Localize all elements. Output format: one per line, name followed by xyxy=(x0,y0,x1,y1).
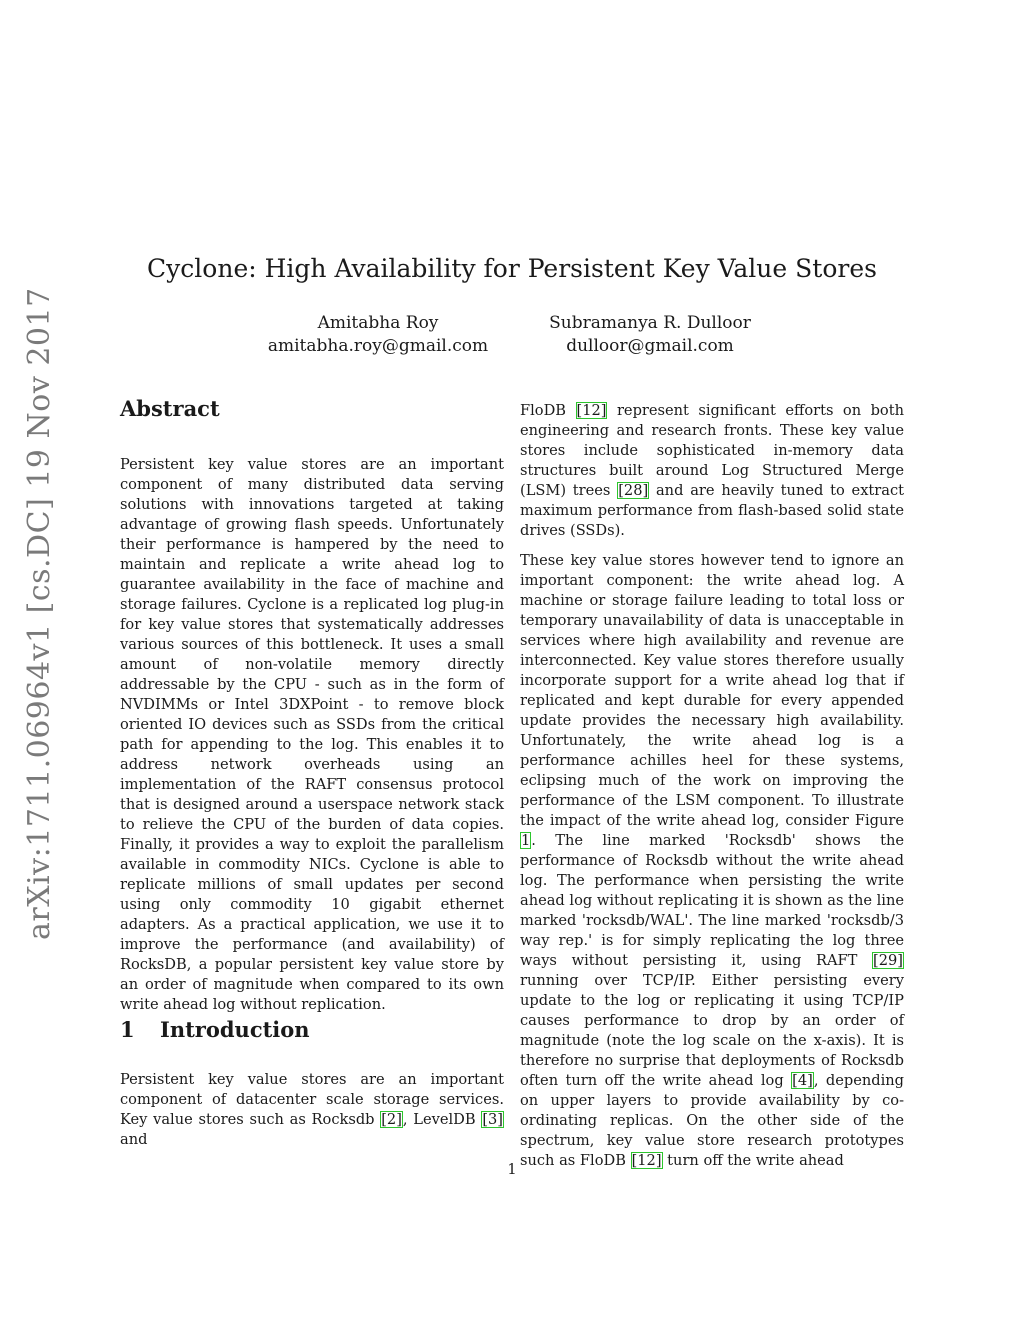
text-run: , LevelDB xyxy=(402,1111,482,1128)
citation-link[interactable]: [2] xyxy=(381,1111,402,1128)
text-run: These key value stores however tend to ignore an important component: the write ahead log. A machine or storage failure leading to total loss or temporary unavailability of data is unacceptable in services where high availability and revenue are interconnected. Key value stores therefore usually incorporate support for a write ahead log that if replicated and kept durable for every appended update provides the necessary high availability. Unfortunately, the write ahead log is a performance achilles heel for these systems, eclipsing much of the work on improving the performance of the LSM component. To illustrate the impact of the write ahead log, consider Figure xyxy=(520,552,904,829)
citation-link[interactable]: [3] xyxy=(482,1111,503,1128)
author-email: amitabha.roy@gmail.com xyxy=(267,336,489,356)
section-title: Introduction xyxy=(160,1017,310,1042)
text-run: running over TCP/IP. Either persisting every update to the log or replicating it using TCP/IP causes performance to drop by an order of magnitude (note the log scale on the x-axis). It is therefore no surprise that deployments of Rocksdb often turn off the write ahead log xyxy=(520,972,904,1089)
text-run: turn off the write ahead xyxy=(662,1152,844,1169)
page-number: 1 xyxy=(507,1161,517,1178)
paper-title: Cyclone: High Availability for Persistent Key Value Stores xyxy=(147,254,877,283)
right-column-paragraph xyxy=(520,551,904,1171)
section-number: 1 xyxy=(120,1017,135,1042)
figure-link[interactable]: 1 xyxy=(521,832,531,849)
introduction-paragraph xyxy=(120,1070,504,1150)
author-block xyxy=(238,312,518,358)
text-run: and xyxy=(120,1131,148,1148)
author-name: Amitabha Roy xyxy=(317,313,439,333)
citation-link[interactable]: [28] xyxy=(618,482,649,499)
abstract-text: Persistent key value stores are an important component of many distributed data serving solutions with innovations targeted at taking advantage of growing flash speeds. Unfortunately their performance is hampered by the need to maintain and replicate a write ahead log to guarantee availability in the face of machine and storage failures. Cyclone is a replicated log plug-in for key value stores that systematically addresses various sources of this bottleneck. It uses a small amount of non-volatile memory directly addressable by the CPU - such as in the form of NVDIMMs or Intel 3DXPoint - to remove block oriented IO devices such as SSDs from the critical path for appending to the log. This enables it to address network overheads using an implementation of the RAFT consensus protocol that is designed around a userspace network stack to relieve the CPU of the burden of data copies. Finally, it provides a way to exploit the parallelism available in commodity NICs. Cyclone is able to replicate millions of small updates per second using only commodity 10 gigabit ethernet adapters. As a practical application, we use it to improve the performance (and availability) of RocksDB, a popular persistent key value store by an order of magnitude when compared to its own write ahead log without replication. xyxy=(120,456,504,1013)
author-email: dulloor@gmail.com xyxy=(566,336,734,356)
text-run: Persistent key value stores are an important component of datacenter scale storage services. Key value stores such as Rocksdb xyxy=(120,1071,504,1128)
abstract-heading: Abstract xyxy=(120,396,220,421)
right-column-paragraph xyxy=(520,401,904,541)
author-block xyxy=(520,312,780,358)
author-name: Subramanya R. Dulloor xyxy=(549,313,751,333)
text-run: FloDB xyxy=(520,402,576,419)
introduction-heading xyxy=(120,1016,310,1044)
text-run: . The line marked 'Rocksdb' shows the performance of Rocksdb without the write ahead log. The performance when persisting the write ahead log without replicating it is shown as the line marked 'rocksdb/WAL'. The line marked 'rocksdb/3 way rep.' is for simply replicating the log three ways without persisting it, using RAFT xyxy=(520,832,904,969)
text-run: represent significant efforts on both engineering and research fronts. These key value stores include sophisticated in-memory data structures built around Log Structured Merge (LSM) trees xyxy=(520,402,904,499)
arxiv-identifier: arXiv:1711.06964v1 [cs.DC] 19 Nov 2017 xyxy=(22,287,57,940)
text-run: , depending on upper layers to provide availability by co-ordinating replicas. On the other side of the spectrum, key value store research prototypes such as FloDB xyxy=(520,1072,905,1169)
citation-link[interactable]: [12] xyxy=(631,1152,662,1169)
citation-link[interactable]: [4] xyxy=(792,1072,813,1089)
citation-link[interactable]: [29] xyxy=(873,952,903,969)
text-run: and are heavily tuned to extract maximum performance from flash-based solid state drives (SSDs). xyxy=(520,482,905,539)
citation-link[interactable]: [12] xyxy=(576,402,607,419)
